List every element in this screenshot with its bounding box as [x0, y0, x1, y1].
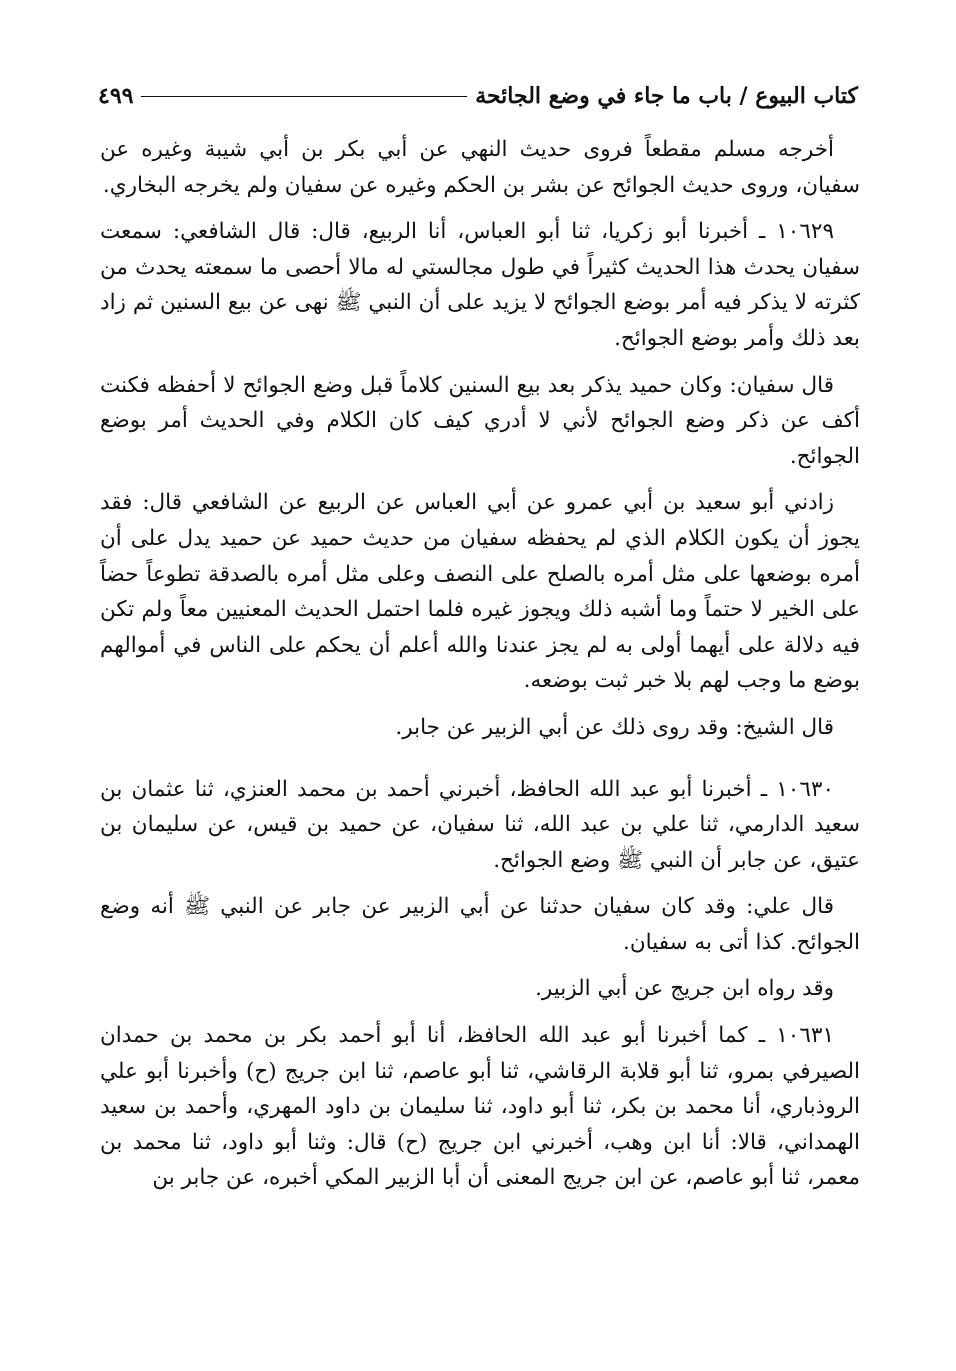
paragraph-4: زادني أبو سعيد بن أبي عمرو عن أبي العباس عن الربيع عن الشافعي قال: فقد يجوز أن يكون الكلام الذي لم يحفظه سفيان من حديث حميد عن حميد يدل على أن أمره بوضعها على مثل أمره بالصلح على النصف وعلى مثل أمره بالصدقة تطوعاً حضاً على الخير لا حتماً وما أشبه ذلك ويجوز غيره فلما احتمل الحديث المعنيين معاً ولم تكن فيه دلالة على أيهما أولى به لم يجز عندنا والله أعلم أن يحكم على الناس في أموالهم بوضع ما وجب لهم بلا خبر ثبت بوضعه.	[100, 490, 860, 694]
paragraph-hadith-10629: ١٠٦٢٩ ـ أخبرنا أبو زكريا، ثنا أبو العباس، أنا الربيع، قال: قال الشافعي: سمعت سفيان يحدث هذا الحديث كثيراً في طول مجالستي له مالا أحصى ما سمعته يحدث من كثرته لا يذكر فيه أمر بوضع الجوائح لا يزيد على أن النبي ﷺ نهى عن بيع السنين ثم زاد بعد ذلك وأمر بوضع الجوائح.	[100, 219, 860, 351]
paragraph-hadith-10630: ١٠٦٣٠ ـ أخبرنا أبو عبد الله الحافظ، أخبرني أحمد بن محمد العنزي، ثنا عثمان بن سعيد الدارمي، ثنا علي بن عبد الله، ثنا سفيان، عن حميد بن قيس، عن سليمان بن عتيق، عن جابر أن النبي ﷺ وضع الجوائح.	[100, 776, 860, 873]
page-number: ٤٩٩	[98, 83, 134, 109]
paragraph-8: وقد رواه ابن جريج عن أبي الزبير.	[535, 976, 834, 1002]
paragraph-3: قال سفيان: وكان حميد يذكر بعد بيع السنين كلاماً قبل وضع الجوائح لا أحفظه فكنت أكف عن ذكر وضع الجوائح لأني لا أدري كيف كان الكلام وفي الحديث أمر بوضع الجوائح.	[100, 372, 860, 469]
paragraph-5: قال الشيخ: وقد روى ذلك عن أبي الزبير عن جابر.	[395, 714, 834, 740]
page-body	[100, 132, 860, 1207]
paragraph-1: أخرجه مسلم مقطعاً فروى حديث النهي عن أبي بكر بن أبي شيبة وغيره عن سفيان، وروى حديث الجوائح عن بشر بن الحكم وغيره عن سفيان ولم يخرجه البخاري.	[100, 137, 860, 198]
chapter-title: كتاب البيوع / باب ما جاء في وضع الجائحة	[475, 83, 858, 109]
paragraph-hadith-10631: ١٠٦٣١ ـ كما أخبرنا أبو عبد الله الحافظ، أنا أبو أحمد بكر بن محمد بن حمدان الصيرفي بمرو، ثنا أبو قلابة الرقاشي، ثنا أبو عاصم، ثنا ابن جريج (ح) وأخبرنا أبو علي الروذباري، أنا محمد بن بكر، ثنا أبو داود، ثنا سليمان بن داود المهري، وأحمد بن سعيد الهمداني، قالا: أنا ابن وهب، أخبرني ابن جريج (ح) قال: وثنا أبو داود، ثنا محمد بن معمر، ثنا أبو عاصم، عن ابن جريج المعنى أن أبا الزبير المكي أخبره، عن جابر بن	[100, 1023, 860, 1191]
running-header	[98, 78, 858, 114]
header-rule	[141, 96, 467, 97]
paragraph-7: قال علي: وقد كان سفيان حدثنا عن أبي الزبير عن جابر عن النبي ﷺ أنه وضع الجوائح. كذا أتى به سفيان.	[100, 894, 860, 955]
